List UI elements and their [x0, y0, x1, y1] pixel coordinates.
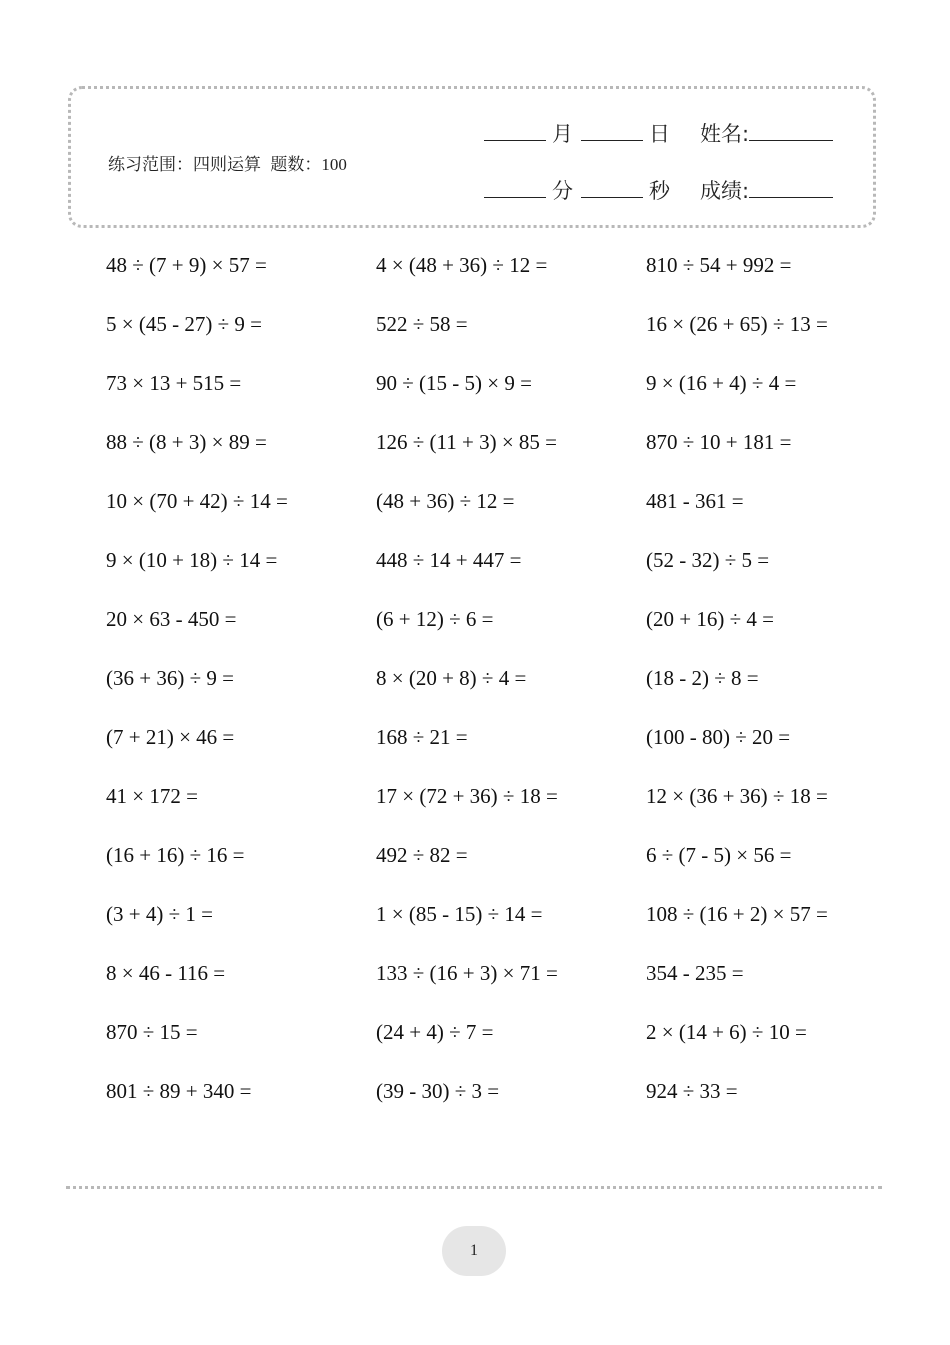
problem: 126 ÷ (11 + 3) × 85 =	[376, 430, 558, 454]
count-label: 题数：	[270, 155, 322, 175]
problem: 8 × 46 - 116 =	[106, 961, 226, 985]
range-label: 练习范围：	[108, 155, 193, 175]
problem-row	[106, 250, 866, 309]
problem: 10 × (70 + 42) ÷ 14 =	[106, 489, 288, 513]
problem-row	[106, 840, 866, 899]
problem-grid	[106, 250, 866, 1135]
problem: 41 × 172 =	[106, 784, 198, 808]
problem: (52 - 32) ÷ 5 =	[646, 548, 770, 572]
problem: 5 × (45 - 27) ÷ 9 =	[106, 312, 262, 336]
day-label: 日	[649, 122, 670, 146]
problem: (20 + 16) ÷ 4 =	[646, 607, 774, 631]
problem: 88 ÷ (8 + 3) × 89 =	[106, 430, 267, 454]
practice-range	[108, 150, 347, 175]
problem-row	[106, 486, 866, 545]
problem: (6 + 12) ÷ 6 =	[376, 607, 494, 631]
problem: 8 × (20 + 8) ÷ 4 =	[376, 666, 527, 690]
problem-row	[106, 604, 866, 663]
problem: 133 ÷ (16 + 3) × 71 =	[376, 961, 558, 985]
problem-row	[106, 663, 866, 722]
problem: 2 × (14 + 6) ÷ 10 =	[646, 1020, 807, 1044]
footer-divider	[66, 1186, 882, 1189]
month-blank[interactable]	[484, 120, 546, 141]
problem: 870 ÷ 10 + 181 =	[646, 430, 792, 454]
page-number-badge	[442, 1226, 506, 1276]
page-number: 1	[470, 1242, 478, 1259]
problem: 870 ÷ 15 =	[106, 1020, 198, 1044]
problem: 354 - 235 =	[646, 961, 744, 985]
problem: 448 ÷ 14 + 447 =	[376, 548, 522, 572]
problem: 108 ÷ (16 + 2) × 57 =	[646, 902, 828, 926]
problem: 6 ÷ (7 - 5) × 56 =	[646, 843, 792, 867]
name-label: 姓名:	[700, 122, 750, 146]
second-label: 秒	[649, 179, 670, 203]
problem: 168 ÷ 21 =	[376, 725, 468, 749]
problem: 90 ÷ (15 - 5) × 9 =	[376, 371, 532, 395]
problem-row	[106, 545, 866, 604]
problem: 1 × (85 - 15) ÷ 14 =	[376, 902, 543, 926]
problem: 810 ÷ 54 + 992 =	[646, 253, 792, 277]
problem: (48 + 36) ÷ 12 =	[376, 489, 515, 513]
problem-row	[106, 958, 866, 1017]
score-label: 成绩:	[700, 179, 750, 203]
problem-row	[106, 1017, 866, 1076]
problem-row	[106, 722, 866, 781]
problem: 16 × (26 + 65) ÷ 13 =	[646, 312, 828, 336]
problem: 924 ÷ 33 =	[646, 1079, 738, 1103]
name-blank[interactable]	[749, 120, 833, 141]
range-value: 四则运算	[193, 155, 261, 175]
minute-blank[interactable]	[484, 177, 546, 198]
second-blank[interactable]	[581, 177, 643, 198]
problem: (7 + 21) × 46 =	[106, 725, 235, 749]
problem: 9 × (16 + 4) ÷ 4 =	[646, 371, 797, 395]
problem-row	[106, 368, 866, 427]
problem-row	[106, 309, 866, 368]
problem: (18 - 2) ÷ 8 =	[646, 666, 759, 690]
minute-label: 分	[552, 179, 573, 203]
problem-row	[106, 899, 866, 958]
problem: 481 - 361 =	[646, 489, 744, 513]
problem: 20 × 63 - 450 =	[106, 607, 237, 631]
problem-row	[106, 1076, 866, 1135]
problem: 9 × (10 + 18) ÷ 14 =	[106, 548, 278, 572]
problem: (39 - 30) ÷ 3 =	[376, 1079, 500, 1103]
problem: (24 + 4) ÷ 7 =	[376, 1020, 494, 1044]
problem: 73 × 13 + 515 =	[106, 371, 242, 395]
score-blank[interactable]	[749, 177, 833, 198]
problem: 12 × (36 + 36) ÷ 18 =	[646, 784, 828, 808]
count-value: 100	[321, 155, 347, 174]
problem: 801 ÷ 89 + 340 =	[106, 1079, 252, 1103]
problem: (36 + 36) ÷ 9 =	[106, 666, 234, 690]
problem-row	[106, 781, 866, 840]
problem-row	[106, 427, 866, 486]
problem: 17 × (72 + 36) ÷ 18 =	[376, 784, 558, 808]
day-blank[interactable]	[581, 120, 643, 141]
problem: 4 × (48 + 36) ÷ 12 =	[376, 253, 548, 277]
problem: 492 ÷ 82 =	[376, 843, 468, 867]
date-name-row	[484, 118, 833, 148]
problem: (16 + 16) ÷ 16 =	[106, 843, 245, 867]
problem: (3 + 4) ÷ 1 =	[106, 902, 213, 926]
month-label: 月	[552, 122, 573, 146]
problem: 522 ÷ 58 =	[376, 312, 468, 336]
problem: 48 ÷ (7 + 9) × 57 =	[106, 253, 267, 277]
time-score-row	[484, 175, 833, 205]
problem: (100 - 80) ÷ 20 =	[646, 725, 791, 749]
